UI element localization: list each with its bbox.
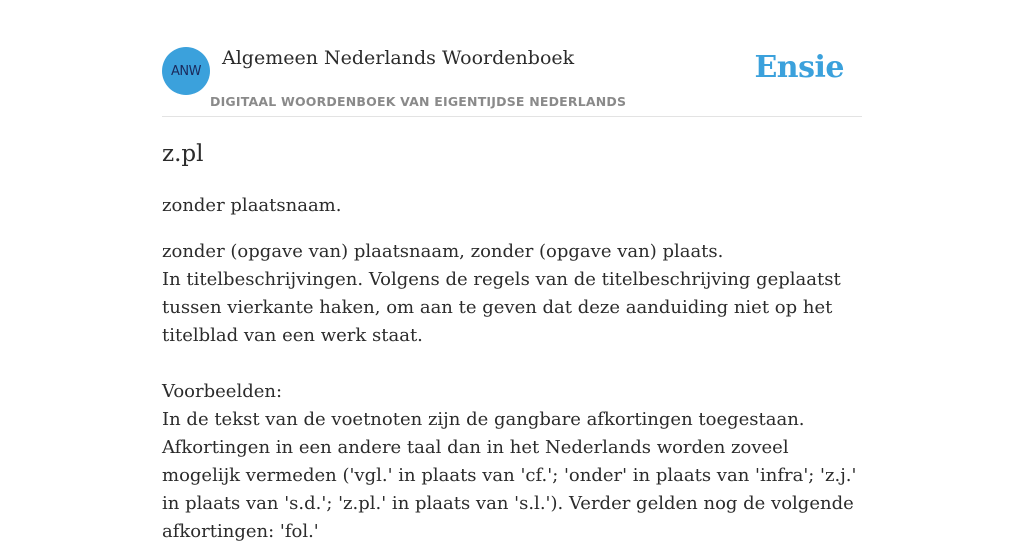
entry-content <box>162 136 862 546</box>
long-definition: zonder (opgave van) plaatsnaam, zonder (opgave van) plaats. In titelbeschrijvingen. Volgens de regels van de titelbeschrijving geplaatst tussen vierkante haken, om aan te geven dat deze aanduiding niet op het titelblad van een werk staat. Voorbeelden: In de tekst van de voetnoten zijn de gangbare afkortingen toegestaan. Afkortingen in een andere taal dan in het Nederlands worden zoveel mogelijk vermeden ('vgl.' in plaats van 'cf.'; 'onder' in plaats van 'infra'; 'z.j.' in plaats van 's.d.'; 'z.pl.' in plaats van 's.l.'). Verder gelden nog de volgende afkortingen: 'fol.' <box>162 241 857 542</box>
short-definition: zonder plaatsnaam. <box>162 195 342 216</box>
site-subtitle: DIGITAAL WOORDENBOEK VAN EIGENTIJDSE NEDERLANDS <box>210 94 627 109</box>
site-title[interactable]: Algemeen Nederlands Woordenboek <box>222 47 575 69</box>
ensie-brand-link[interactable]: Ensie <box>754 50 844 85</box>
anw-logo[interactable] <box>162 47 210 95</box>
headword: z.pl <box>162 141 204 167</box>
logo-text: ANW <box>171 63 201 79</box>
site-header <box>162 40 862 117</box>
